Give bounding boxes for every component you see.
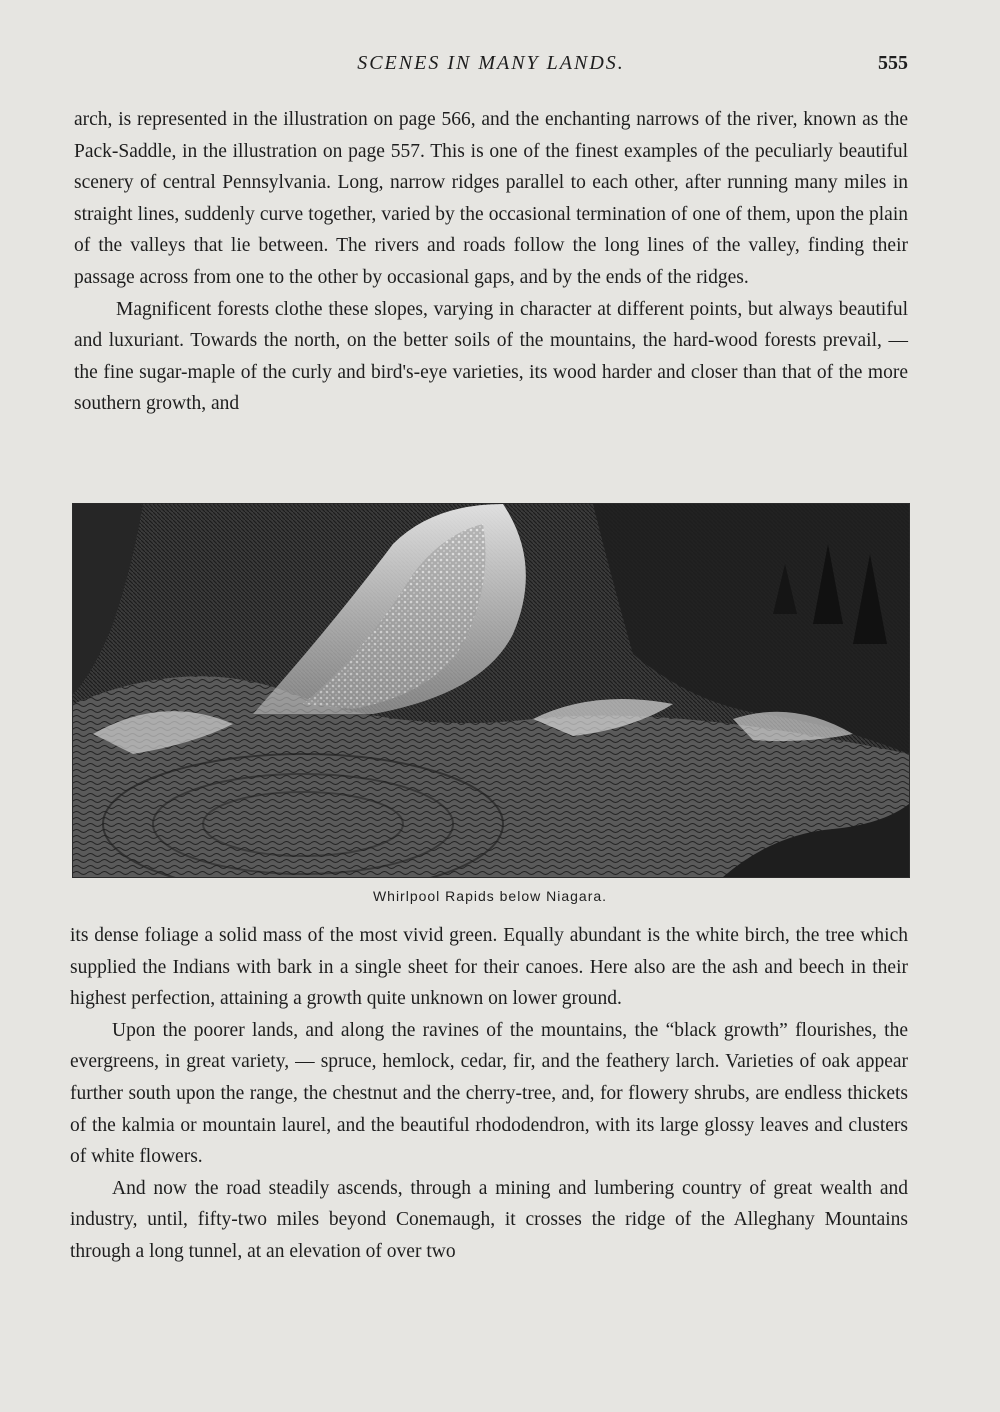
- paragraph: its dense foliage a solid mass of the most vivid green. Equally abundant is the white birch, the tree which supplied the Indians with bark in a single sheet for their canoes. Here also are the ash and beech in their highest perfection, attaining a growth quite unknown on lower ground.: [70, 925, 908, 1010]
- engraving-illustration: [72, 503, 910, 878]
- figure-caption: Whirlpool Rapids below Niagara.: [372, 888, 608, 904]
- page-header: [74, 52, 908, 82]
- whirlpool-rapids-engraving: [73, 504, 909, 877]
- page-number: 555: [878, 52, 908, 74]
- paragraph: Magnificent forests clothe these slopes, varying in character at different points, but always beautiful and luxuriant. Towards the north, on the better soils of the mountains, the hard-wood forests prevail, — the fine sugar-maple of the curly and bird's-eye varieties, its wood harder and closer than that of the more southern growth, and: [74, 298, 908, 415]
- text-block-bottom: [70, 920, 908, 1268]
- running-head: SCENES IN MANY LANDS.: [357, 52, 625, 74]
- paragraph: Upon the poorer lands, and along the ravines of the mountains, the “black growth” flourishes, the evergreens, in great variety, — spruce, hemlock, cedar, fir, and the feathery larch. Varieties of oak appear further south upon the range, the chestnut and the cherry-tree, and, for flowery shrubs, are endless thickets of the kalmia or mountain laurel, and the beautiful rhododendron, with its large glossy leaves and clusters of white flowers.: [70, 1019, 908, 1168]
- paragraph: arch, is represented in the illustration on page 566, and the enchanting narrows of the river, known as the Pack-Saddle, in the illustration on page 557. This is one of the finest examples of the peculiarly beautiful scenery of central Pennsylvania. Long, narrow ridges parallel to each other, after running many miles in straight lines, suddenly curve together, varied by the occasional termination of one of them, upon the plain of the valleys that lie between. The rivers and roads follow the long lines of the valley, finding their passage across from one to the other by occasional gaps, and by the ends of the ridges.: [74, 109, 908, 288]
- text-block-top: [74, 104, 908, 420]
- paragraph: And now the road steadily ascends, through a mining and lumbering country of great wealth and industry, until, fifty-two miles beyond Conemaugh, it crosses the ridge of the Alleghany Mountains through a long tunnel, at an elevation of over two: [70, 1177, 908, 1262]
